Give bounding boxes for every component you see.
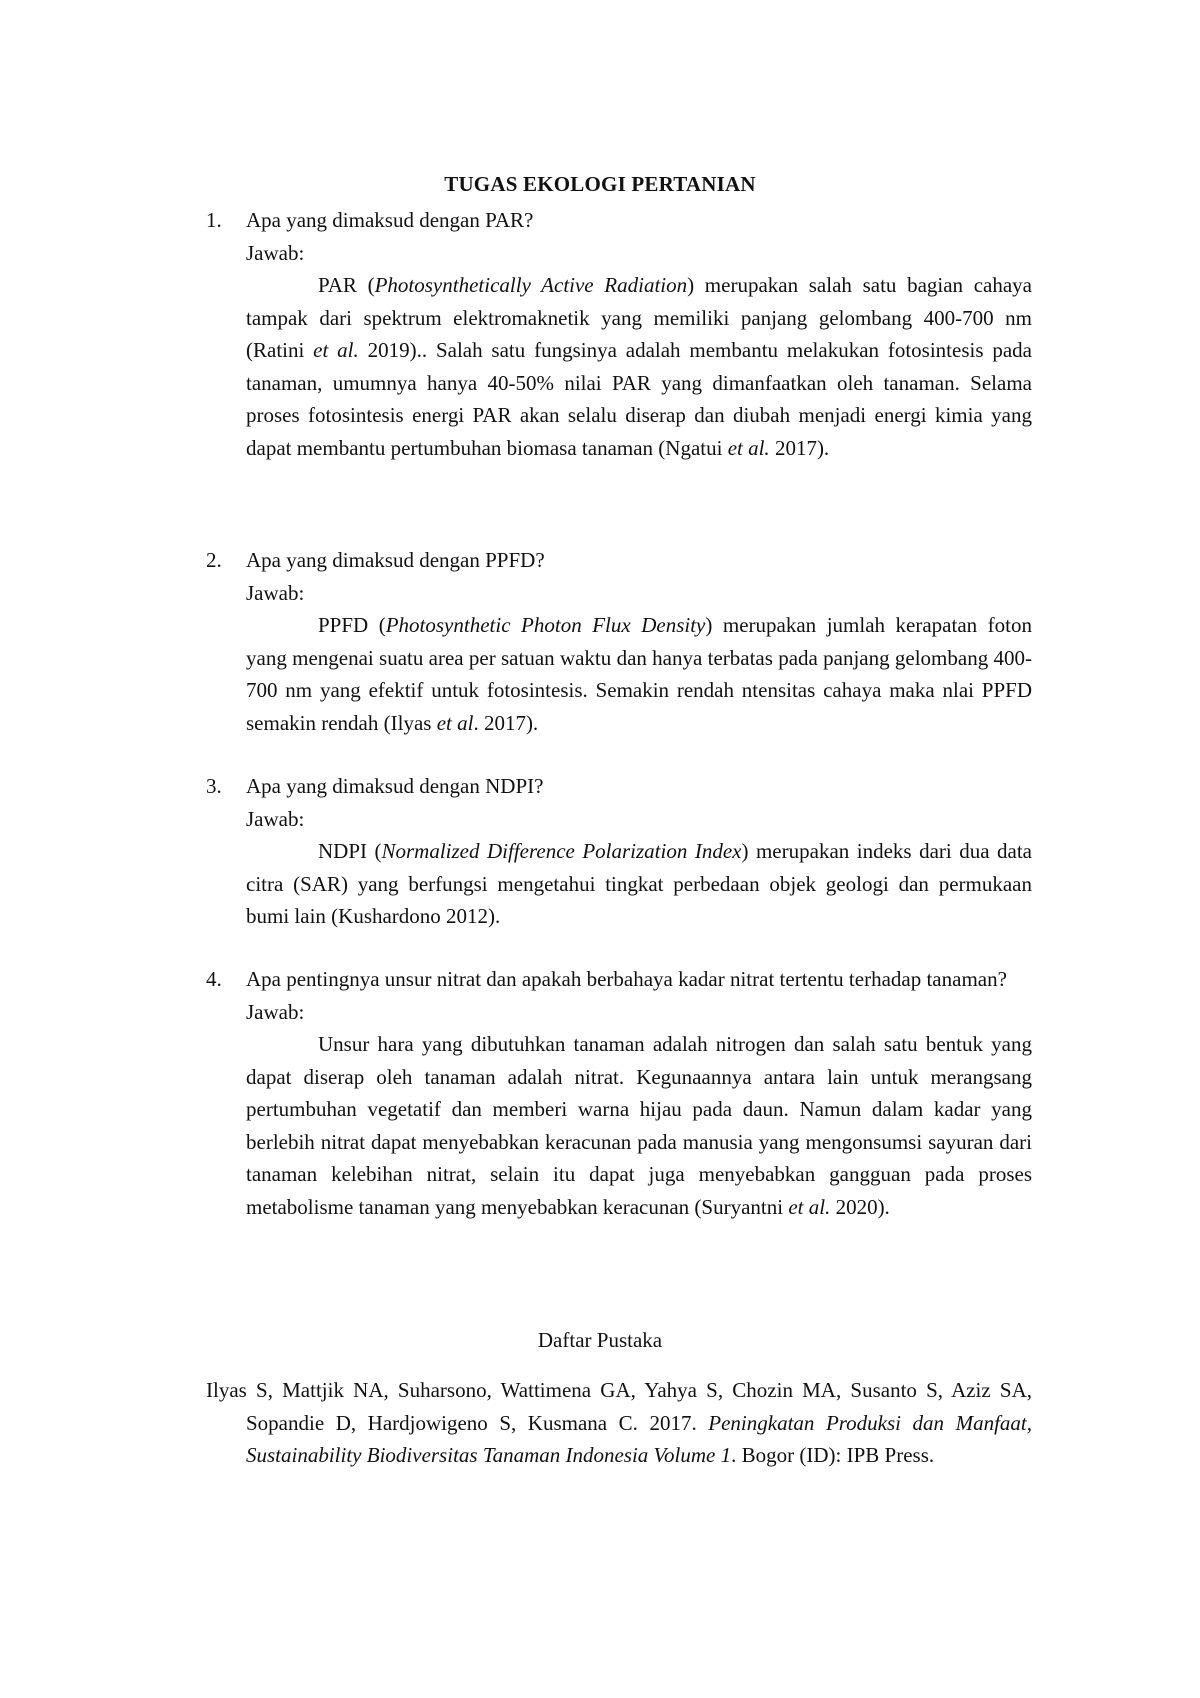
text-run: . 2017). xyxy=(473,710,539,735)
text-run: Unsur hara yang dibutuhkan tanaman adalah nitrogen dan salah satu bentuk yang dapat diserap oleh tanaman adalah nitrat. Kegunaannya antara lain untuk merangsang pertumbuhan vegetatif dan memberi warna hijau pada daun. Namun dalam kadar yang berlebih nitrat dapat menyebabkan keracunan pada manusia yang mengonsumsi sayuran dari tanaman kelebihan nitrat, selain itu dapat juga menyebabkan gangguan pada proses metabolisme tanaman yang menyebabkan keracunan (Suryantni xyxy=(246,1032,1032,1219)
reference-entry xyxy=(206,1374,1032,1472)
text-run: ) merupakan indeks dari dua data citra (SAR) yang berfungsi mengetahui tingkat perbedaan objek geologi dan permukaan bumi lain (Kushardono 2012). xyxy=(246,839,1033,928)
question-number: 4. xyxy=(206,967,222,991)
question-text: Apa yang dimaksud dengan PPFD? xyxy=(246,548,545,572)
jawab-label: Jawab: xyxy=(246,240,305,265)
jawab-label: Jawab: xyxy=(246,580,305,605)
question-number: 1. xyxy=(206,208,222,232)
italic-text-run: Photosynthetically Active Radiation xyxy=(374,273,688,297)
text-run: PPFD ( xyxy=(318,613,386,637)
text-run: Ilyas S, Mattjik NA, Suharsono, Wattimena GA, Yahya S, Chozin MA, Susanto S, Aziz SA, Sopandie D, Hardjowigeno S, Kusmana C. 2017. xyxy=(206,1378,1032,1435)
question-block-4 xyxy=(206,963,1032,1223)
text-run: . Bogor (ID): IPB Press. xyxy=(731,1443,935,1467)
answer-text xyxy=(206,269,1032,464)
answer-text xyxy=(206,835,1032,933)
question-text: Apa pentingnya unsur nitrat dan apakah berbahaya kadar nitrat tertentu terhadap tanaman? xyxy=(246,967,1007,991)
question-number: 3. xyxy=(206,774,222,798)
references-heading: Daftar Pustaka xyxy=(537,1328,663,1352)
answer-text xyxy=(206,609,1032,739)
italic-text-run: et al. xyxy=(727,435,770,460)
italic-text-run: Normalized Difference Polarization Index xyxy=(381,839,742,863)
question-number: 2. xyxy=(206,548,222,572)
question-text: Apa yang dimaksud dengan NDPI? xyxy=(246,774,544,798)
text-run: PAR ( xyxy=(318,273,375,297)
italic-text-run: et al xyxy=(436,710,474,735)
jawab-label: Jawab: xyxy=(246,806,305,831)
text-run: NDPI ( xyxy=(318,839,382,863)
text-run: ) merupakan jumlah kerapatan foton yang mengenai suatu area per satuan waktu dan hanya terbatas pada panjang gelombang 400-700 nm yang efektif untuk fotosintesis. Semakin rendah ntensitas cahaya maka nlai PPFD semakin rendah (Ilyas xyxy=(246,613,1032,735)
question-text: Apa yang dimaksud dengan PAR? xyxy=(246,208,534,232)
jawab-label: Jawab: xyxy=(246,999,305,1024)
italic-text-run: et al. xyxy=(788,1194,831,1219)
text-run: ) merupakan salah satu bagian cahaya tampak dari spektrum elektromaknetik yang memiliki panjang gelombang 400-700 nm (Ratini xyxy=(246,273,1032,362)
text-run: 2017). xyxy=(769,435,830,460)
italic-text-run: Photosynthetic Photon Flux Density xyxy=(385,613,706,637)
italic-text-run: et al. xyxy=(313,338,359,362)
italic-text-run: Peningkatan Produksi dan Manfaat, Sustainability Biodiversitas Tanaman Indonesia Volume 1 xyxy=(246,1410,1032,1467)
question-block-3 xyxy=(206,770,1032,933)
document-title: TUGAS EKOLOGI PERTANIAN xyxy=(444,172,756,196)
text-run: 2019).. Salah satu fungsinya adalah membantu melakukan fotosintesis pada tanaman, umumnya hanya 40-50% nilai PAR yang dimanfaatkan oleh tanaman. Selama proses fotosintesis energi PAR akan selalu diserap dan diubah menjadi energi kimia yang dapat membantu pertumbuhan biomasa tanaman (Ngatui xyxy=(246,338,1033,460)
question-block-2 xyxy=(206,544,1032,739)
answer-text xyxy=(206,1028,1032,1223)
text-run: 2020). xyxy=(830,1194,890,1219)
question-block-1 xyxy=(206,204,1032,464)
